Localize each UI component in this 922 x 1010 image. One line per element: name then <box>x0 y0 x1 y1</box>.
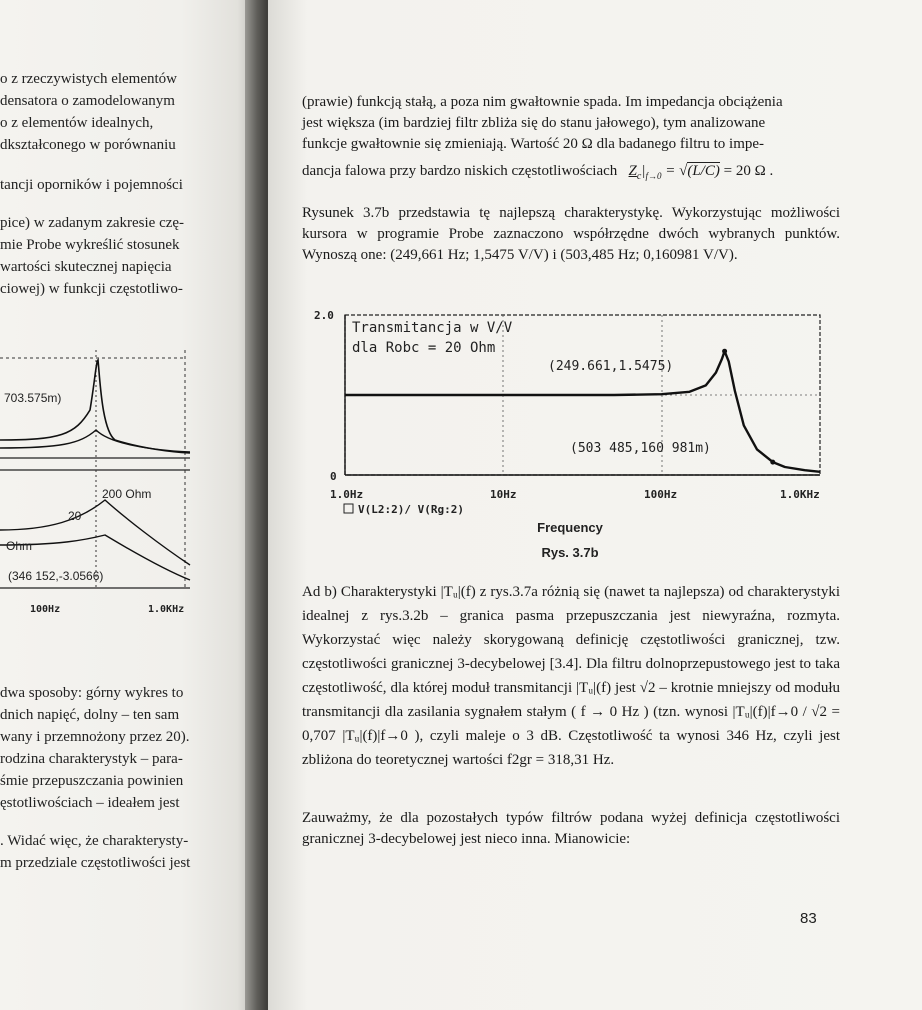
left-graph-point1: 703.575m) <box>4 391 62 405</box>
paragraph-1-line-1: (prawie) funkcją stałą, a poza nim gwałtownie spada. Im impedancja obciążenia <box>302 94 783 110</box>
chart-xlabel: Frequency <box>537 520 603 535</box>
left-page <box>0 0 258 1010</box>
paragraph-1-line-4 <box>302 161 840 187</box>
left-page-line: mie Probe wykreślić stosunek <box>0 237 180 253</box>
x-tick-1khz: 1.0KHz <box>780 488 820 501</box>
paragraph-1 <box>302 92 840 187</box>
left-page-line: ciowej) w funkcji częstotliwo- <box>0 281 183 297</box>
paragraph-4-text: Zauważmy, że dla pozostałych typów filtrów podana wyżej definicja częstotliwości granicznej 3-decybelowej jest nieco inna. Mianowicie: <box>302 810 840 847</box>
left-page-line: o z rzeczywistych elementów <box>0 71 178 87</box>
page-number: 83 <box>800 910 817 927</box>
left-page-line: m przedziale częstotliwości jest <box>0 855 191 871</box>
y-tick-zero: 0 <box>330 470 337 483</box>
paragraph-2 <box>302 203 840 266</box>
left-page-line: śmie przepuszczania powinien <box>0 773 184 789</box>
left-page-line: o z elementów idealnych, <box>0 115 154 131</box>
paragraph-3-text: Ad b) Charakterystyki |Tᵤ|(f) z rys.3.7a różnią się (nawet ta najlepsza) od charakterystyki idealnej z rys.3.2b – granica pasma przepuszczania jest niewyraźna, rozmyta. Wykorzystać więc należy skorygowaną definicję częstotliwości granicznej, tzw. częstotliwości granicznej 3-decybelowej [3.4]. Dla filtru dolnoprzepustowego jest to taka częstotliwość, dla której moduł transmitancji |Tᵤ|(f) jest √2 – krotnie mniejszy od modułu transmitancji dla zasilania sygnałem stałym ( f → 0 Hz ) (tzn. wynosi |Tᵤ|(f)|f→0 / √2 = 0,707 |Tᵤ|(f)|f→0 ), czyli maleje o 3 dB. Częstotliwość ta wynosi 346 Hz, czyli jest zbliżona do teoretycznej wartości f2gr = 318,31 Hz. <box>302 584 840 768</box>
left-graph-r20: 20 <box>68 509 82 523</box>
paragraph-1-line-4-value: = 20 Ω . <box>723 163 774 179</box>
impedance-formula: $Z_c|_{f\to 0} = √(L/C)$ <box>628 163 720 182</box>
left-page-line: dnich napięć, dolny – ten sam <box>0 707 180 723</box>
transfer-function-chart <box>300 300 840 530</box>
annotation-peak: (249.661,1.5475) <box>548 359 674 374</box>
left-page-line: pice) w zadanym zakresie czę- <box>0 215 185 231</box>
paragraph-1-line-3: funkcje gwałtownie się zmieniają. Wartość 20 Ω dla badanego filtru to impe- <box>302 136 765 152</box>
annotation-point-0 <box>722 349 727 354</box>
paragraph-2-text: Rysunek 3.7b przedstawia tę najlepszą charakterystykę. Wykorzystując możliwości kursora w programie Probe zaznaczono współrzędne dwóch wybranych punktów. Wynoszą one: (249,661 Hz; 1,5475 V/V) i (503,485 Hz; 0,160981 V/V). <box>302 205 840 263</box>
left-page-line: wartości skutecznej napięcia <box>0 259 172 275</box>
x-tick-100hz: 100Hz <box>644 488 678 501</box>
chart-title: Transmitancja w V/V <box>352 320 513 336</box>
left-page-line: ęstotliwościach – ideałem jest <box>0 795 180 811</box>
x-tick-10hz: 10Hz <box>490 488 517 501</box>
annotation-point-1 <box>770 460 775 465</box>
left-page-line: dwa sposoby: górny wykres to <box>0 685 184 701</box>
left-page-line: . Widać więc, że charakterysty- <box>0 833 189 849</box>
left-page-line: wany i przemnożony przez 20). <box>0 729 190 745</box>
left-page-line: rodzina charakterystyk – para- <box>0 751 183 767</box>
left-graph-r0: Ohm <box>6 539 33 553</box>
y-tick-max: 2.0 <box>314 309 334 322</box>
paragraph-1-line-4-text: dancja falowa przy bardzo niskich częstotliwościach <box>302 163 618 179</box>
legend-entry: V(L2:2)/ V(Rg:2) <box>358 503 464 516</box>
left-graph-point2: (346 152,-3.0566) <box>8 569 104 583</box>
left-page-line: dkształconego w porównaniu <box>0 137 176 153</box>
annotation-cutoff: (503 485,160 981m) <box>570 441 711 456</box>
left-graph-x-right: 1.0KHz <box>148 604 185 615</box>
left-page-line: tancji oporników i pojemności <box>0 177 183 193</box>
paragraph-4 <box>302 808 840 850</box>
figure-caption: Rys. 3.7b <box>541 545 599 560</box>
left-graph-x-left: 100Hz <box>30 604 61 615</box>
paragraph-3 <box>302 580 840 772</box>
left-page-graph <box>0 340 200 630</box>
left-page-line: densatora o zamodelowanym <box>0 93 175 109</box>
legend-marker <box>344 504 353 513</box>
paragraph-1-line-2: jest większa (im bardziej filtr zbliża się do stanu jałowego), tym analizowane <box>302 115 766 131</box>
chart-subtitle: dla Robc = 20 Ohm <box>352 340 496 356</box>
x-tick-1hz: 1.0Hz <box>330 488 364 501</box>
left-graph-r200: 200 Ohm <box>102 487 152 501</box>
